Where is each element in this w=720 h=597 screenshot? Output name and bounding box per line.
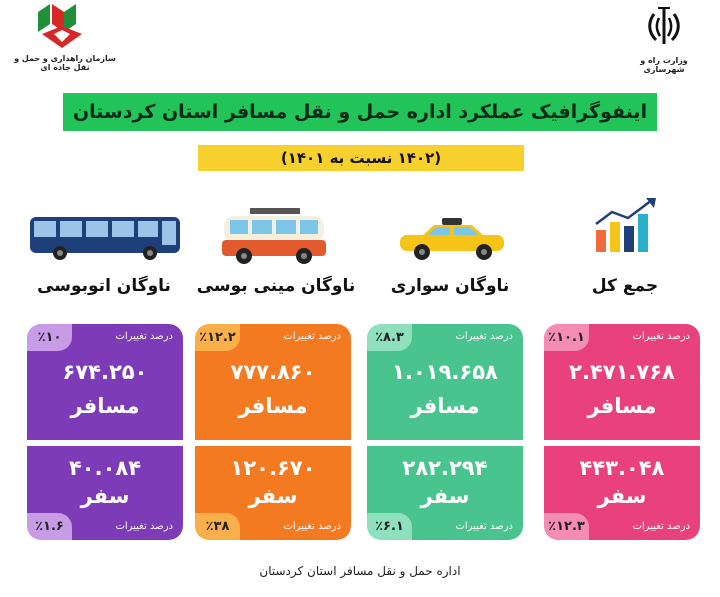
trips-word: سفر <box>597 484 647 508</box>
footer-org-name: اداره حمل و نقل مسافر استان کردستان <box>259 564 461 578</box>
passengers-panel <box>195 324 351 440</box>
trips-panel <box>195 446 351 540</box>
trips-change-pct: ٪۱.۶ <box>27 513 72 540</box>
ministry-logo <box>620 4 708 74</box>
iran-emblem-icon <box>642 4 686 48</box>
change-label: درصد تغییرات <box>115 521 173 532</box>
trips-change-pct: ٪۱۲.۳ <box>544 513 589 540</box>
passengers-change-pct: ٪۱۲.۲ <box>195 324 240 351</box>
passengers-panel <box>27 324 183 440</box>
card-car <box>367 324 523 540</box>
trips-panel <box>367 446 523 540</box>
passengers-panel <box>367 324 523 440</box>
card-bus <box>27 324 183 540</box>
page-subtitle: (۱۴۰۲ نسبت به ۱۴۰۱) <box>198 145 524 171</box>
passengers-value: ۶۷۴.۲۵۰ <box>62 360 148 384</box>
card-minibus <box>195 324 351 540</box>
passengers-word: مسافر <box>587 394 657 418</box>
passengers-panel <box>544 324 700 440</box>
fleet-label-bus: ناوگان اتوبوسی <box>37 276 171 296</box>
card-total <box>544 324 700 540</box>
bus-icon <box>28 213 183 261</box>
change-label: درصد تغییرات <box>632 331 690 342</box>
change-label: درصد تغییرات <box>632 521 690 532</box>
road-org-logo <box>10 4 120 72</box>
road-org-logo-icon <box>34 4 90 48</box>
change-label: درصد تغییرات <box>283 521 341 532</box>
change-label: درصد تغییرات <box>455 521 513 532</box>
ministry-caption: وزارت راه و شهرسازی <box>640 56 688 74</box>
passengers-change-pct: ٪۸.۳ <box>367 324 412 351</box>
passengers-word: مسافر <box>410 394 480 418</box>
bar-chart-icon <box>592 196 660 254</box>
trips-word: سفر <box>80 484 130 508</box>
passengers-word: مسافر <box>70 394 140 418</box>
fleet-label-minibus: ناوگان مینی بوسی <box>196 276 356 296</box>
trips-change-pct: ٪۳۸ <box>195 513 240 540</box>
passengers-value: ۲.۴۷۱.۷۶۸ <box>569 360 675 384</box>
passengers-change-pct: ٪۱۰.۱ <box>544 324 589 351</box>
passengers-value: ۱.۰۱۹.۶۵۸ <box>392 360 498 384</box>
change-label: درصد تغییرات <box>115 331 173 342</box>
minibus-icon <box>220 208 328 266</box>
trips-value: ۱۲۰.۶۷۰ <box>230 456 316 480</box>
trips-change-pct: ٪۶.۱ <box>367 513 412 540</box>
trips-panel <box>27 446 183 540</box>
page-title: اینفوگرافیک عملکرد اداره حمل و نقل مسافر استان کردستان <box>63 93 657 131</box>
fleet-label-total: جمع کل <box>591 276 659 296</box>
road-org-caption: سازمان راهداری و حمل و نقل جاده ای <box>14 54 116 72</box>
trips-word: سفر <box>248 484 298 508</box>
change-label: درصد تغییرات <box>455 331 513 342</box>
trips-value: ۲۸۲.۲۹۴ <box>402 456 488 480</box>
passengers-word: مسافر <box>238 394 308 418</box>
passengers-value: ۷۷۷.۸۶۰ <box>230 360 316 384</box>
trips-panel <box>544 446 700 540</box>
change-label: درصد تغییرات <box>283 331 341 342</box>
taxi-icon <box>396 218 508 262</box>
trips-value: ۴۴۳.۰۴۸ <box>579 456 665 480</box>
trips-word: سفر <box>420 484 470 508</box>
trips-value: ۴۰.۰۸۴ <box>68 456 142 480</box>
passengers-change-pct: ٪۱۰ <box>27 324 72 351</box>
fleet-label-car: ناوگان سواری <box>390 276 510 296</box>
